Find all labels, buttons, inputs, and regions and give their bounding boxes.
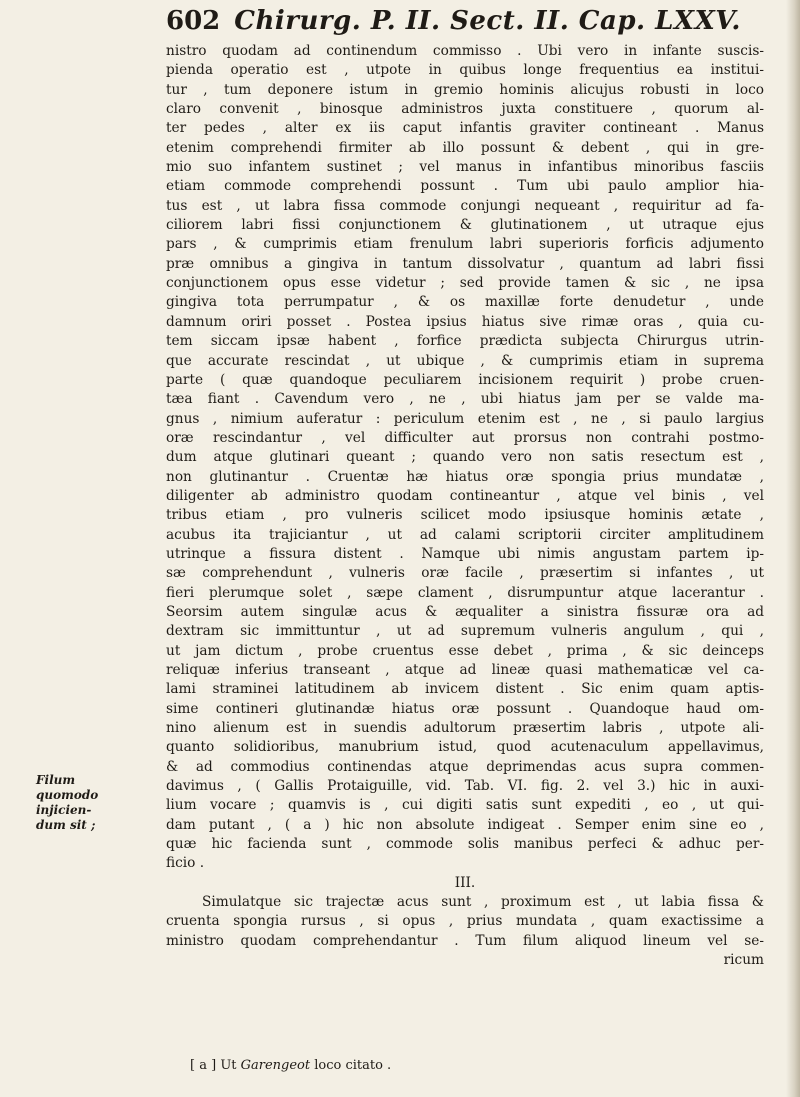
text-line: tus est , ut labra fissa commode conjungi nequeant , requiritur ad fa- — [166, 197, 764, 214]
page-number: 602 — [166, 6, 221, 36]
margin-note-line: quomodo — [36, 788, 99, 802]
text-line: ut jam dictum , probe cruentus esse debet , prima , & sic deinceps — [166, 642, 764, 659]
text-line: sime contineri glutinandæ hiatus oræ possunt . Quandoque haud om- — [166, 700, 764, 717]
text-line: ficio . — [166, 855, 205, 872]
text-line: cruenta spongia rursus , si opus , prius mundata , quam exactissime a — [166, 913, 764, 930]
text-line: parte ( quæ quandoque peculiarem incisionem requirit ) probe cruen- — [166, 371, 764, 388]
margin-note-line: Filum — [36, 773, 76, 787]
text-line: gingiva tota perrumpatur , & os maxillæ forte denudetur , unde — [166, 294, 764, 311]
text-line: lami straminei latitudinem ab invicem distent . Sic enim quam aptis- — [166, 681, 764, 698]
main-paragraph — [166, 42, 764, 971]
running-title: Chirurg. P. II. Sect. II. Cap. LXXV. — [234, 6, 741, 36]
text-line: que accurate rescindat , ut ubique , & cumprimis etiam in suprema — [166, 352, 764, 369]
text-line: tem siccam ipsæ habent , forfice prædicta subjecta Chirurgus utrin- — [166, 333, 764, 350]
text-line: gnus , nimium auferatur : periculum etenim est , ne , si paulo largius — [166, 410, 764, 427]
text-line: ciliorem labri fissi conjunctionem & glutinationem , ut utraque ejus — [166, 217, 764, 234]
text-line: etiam commode comprehendi possunt . Tum ubi paulo amplior hia- — [166, 178, 764, 195]
margin-note-line: injicien- — [36, 803, 92, 817]
text-line: tur , tum deponere istum in gremio hominis alicujus robusti in loco — [166, 81, 764, 98]
margin-note — [36, 773, 126, 833]
footnote-suffix: loco citato . — [310, 1058, 392, 1073]
footnote-marker: [ a ] — [190, 1058, 217, 1073]
text-line: ministro quodam comprehendantur . Tum filum aliquod lineum vel se- — [166, 932, 764, 949]
footnote-author: Garengeot — [240, 1058, 311, 1073]
text-line: nistro quodam ad continendum commisso . Ubi vero in infante suscis- — [166, 43, 764, 59]
text-line: dam putant , ( a ) hic non absolute indigeat . Semper enim sine eo , — [166, 816, 764, 833]
text-line: pars , & cumprimis etiam frenulum labri superioris forficis adjumento — [166, 236, 764, 253]
text-line: quæ hic facienda sunt , commode solis manibus perfeci & adhuc per- — [166, 836, 764, 853]
text-line: acubus ita trajiciantur , ut ad calami scriptorii circiter amplitudinem — [166, 526, 764, 543]
text-line: conjunctionem opus esse videtur ; sed provide tamen & sic , ne ipsa — [166, 275, 764, 292]
text-line: nino alienum est in suendis adultorum præsertim labris , utpote ali- — [166, 720, 764, 737]
text-line: reliquæ inferius transeant , atque ad lineæ quasi mathematicæ vel ca- — [166, 662, 764, 678]
text-line: Seorsim autem singulæ acus & æqualiter a sinistra fissuræ ora ad — [166, 603, 764, 620]
section-number-line: III. — [454, 874, 476, 891]
text-line: ter pedes , alter ex iis caput infantis graviter contineant . Manus — [166, 120, 764, 137]
footnote-prefix: Ut — [220, 1058, 241, 1073]
margin-note-line: dum sit ; — [36, 818, 96, 832]
footnote — [190, 1058, 391, 1073]
text-line: diligenter ab administro quodam contineantur , atque vel binis , vel — [166, 487, 764, 504]
page-edge — [786, 0, 800, 1097]
text-line: tæa fiant . Cavendum vero , ne , ubi hiatus jam per se valde ma- — [166, 391, 764, 408]
text-line: & ad commodius continendas atque deprimendas acus supra commen- — [166, 758, 764, 775]
text-line: præ omnibus a gingiva in tantum dissolvatur , quantum ad labri fissi — [166, 255, 764, 272]
text-line: dum atque glutinari queant ; quando vero non satis resectum est , — [166, 449, 764, 466]
text-line: utrinque a fissura distent . Namque ubi nimis angustam partem ip- — [166, 545, 764, 562]
text-line: davimus , ( Gallis Protaiguille, vid. Tab. VI. fig. 2. vel 3.) hic in auxi- — [166, 778, 764, 795]
text-line: Simulatque sic trajectæ acus sunt , proximum est , ut labia fissa & — [202, 894, 764, 911]
text-line: non glutinantur . Cruentæ hæ hiatus oræ spongia prius mundatæ , — [166, 468, 764, 485]
text-line: mio suo infantem sustinet ; vel manus in infantibus minoribus fasciis — [166, 159, 764, 176]
text-line: etenim comprehendi firmiter ab illo possunt & debent , qui in gre- — [166, 139, 764, 156]
text-line: claro convenit , binosque administros juxta constituere , quorum al- — [166, 101, 764, 118]
text-line: lium vocare ; quamvis is , cui digiti satis sunt expediti , eo , ut qui- — [166, 797, 764, 814]
text-line: quanto solidioribus, manubrium istud, quod acutenaculum appellavimus, — [166, 739, 764, 756]
text-line: pienda operatio est , utpote in quibus longe frequentius ea institui- — [166, 62, 764, 79]
page-header — [166, 6, 766, 44]
text-line: damnum oriri posset . Postea ipsius hiatus sive rimæ oras , quia cu- — [166, 313, 764, 330]
catchword: ricum — [723, 952, 764, 969]
text-line: fieri plerumque solet , sæpe clament , disrumpuntur atque lacerantur . — [166, 584, 764, 601]
text-line: sæ comprehendunt , vulneris oræ facile , præsertim si infantes , ut — [166, 565, 764, 582]
text-line: oræ rescindantur , vel difficulter aut prorsus non contrahi postmo- — [166, 429, 764, 446]
text-line: dextram sic immittuntur , ut ad supremum vulneris angulum , qui , — [166, 623, 764, 640]
text-line: tribus etiam , pro vulneris scilicet modo ipsiusque hominis ætate , — [166, 507, 764, 524]
